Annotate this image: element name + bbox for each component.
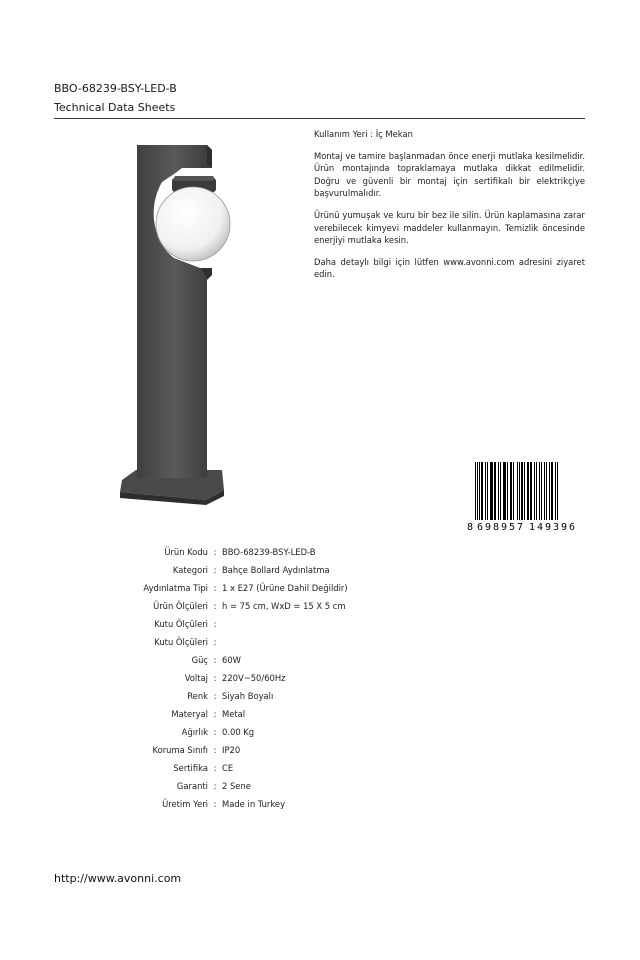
- spec-separator: :: [213, 799, 217, 809]
- spec-label: Renk: [187, 691, 208, 701]
- spec-separator: :: [213, 601, 217, 611]
- spec-row: [40, 633, 460, 651]
- spec-label: Ürün Ölçüleri: [153, 601, 208, 611]
- document-subtitle: Technical Data Sheets: [54, 101, 176, 114]
- spec-label: Kutu Ölçüleri: [154, 619, 208, 629]
- spec-value: CE: [222, 763, 234, 773]
- info-paragraph: Montaj ve tamire başlanmadan önce enerji mutlaka kesilmelidir. Ürün montajında topraklamaya mutlaka dikkat edilmelidir. Doğru ve güvenli bir montaj için sertifikalı bir elektrikçiye başvurulmalıdır.: [314, 150, 585, 199]
- spec-row: [40, 669, 460, 687]
- spec-value: BBO-68239-BSY-LED-B: [222, 547, 316, 557]
- barcode-group-right: 149396: [529, 522, 575, 532]
- spec-label: Ürün Kodu: [164, 547, 208, 557]
- barcode-bars: [475, 462, 558, 528]
- spec-row: [40, 687, 460, 705]
- info-text: [314, 128, 585, 290]
- spec-label: Koruma Sınıfı: [152, 745, 208, 755]
- spec-value: 1 x E27 (Ürüne Dahil Değildir): [222, 583, 348, 593]
- product-image: [112, 140, 242, 505]
- header-divider: [54, 118, 585, 119]
- spec-value: Bahçe Bollard Aydınlatma: [222, 565, 330, 575]
- spec-row: [40, 543, 460, 561]
- spec-value: 220V~50/60Hz: [222, 673, 286, 683]
- spec-value: 0.00 Kg: [222, 727, 255, 737]
- spec-value: Siyah Boyalı: [222, 691, 274, 701]
- spec-separator: :: [213, 781, 217, 791]
- spec-value: Metal: [222, 709, 246, 719]
- footer-url[interactable]: http://www.avonni.com: [54, 872, 182, 885]
- spec-value: IP20: [222, 745, 241, 755]
- spec-label: Üretim Yeri: [162, 799, 208, 809]
- spec-separator: :: [213, 637, 217, 647]
- spec-label: Sertifika: [173, 763, 208, 773]
- spec-label: Materyal: [171, 709, 208, 719]
- spec-label: Ağırlık: [181, 727, 208, 737]
- spec-label: Kutu Ölçüleri: [154, 637, 208, 647]
- spec-value: h = 75 cm, WxD = 15 X 5 cm: [222, 601, 346, 611]
- spec-label: Garanti: [176, 781, 208, 791]
- spec-row: [40, 795, 460, 813]
- info-paragraph: Daha detaylı bilgi için lütfen www.avonni.com adresini ziyaret edin.: [314, 256, 585, 280]
- spec-row: [40, 597, 460, 615]
- spec-row: [40, 561, 460, 579]
- spec-separator: :: [213, 583, 217, 593]
- spec-label: Güç: [191, 655, 208, 665]
- barcode-lead-digit: 8: [467, 522, 474, 532]
- spec-separator: :: [213, 565, 217, 575]
- spec-separator: :: [213, 673, 217, 683]
- spec-row: [40, 705, 460, 723]
- spec-row: [40, 579, 460, 597]
- spec-separator: :: [213, 709, 217, 719]
- spec-row: [40, 741, 460, 759]
- spec-label: Aydınlatma Tipi: [143, 583, 208, 593]
- spec-separator: :: [213, 763, 217, 773]
- spec-row: [40, 723, 460, 741]
- spec-label: Voltaj: [184, 673, 208, 683]
- spec-separator: :: [213, 691, 217, 701]
- barcode: [465, 462, 585, 532]
- spec-table: [40, 543, 460, 813]
- info-paragraph: Ürünü yumuşak ve kuru bir bez ile silin. Ürün kaplamasına zarar verebilecek kimyevi maddeler kullanmayın. Temizlik öncesinde enerjiyi mutlaka kesin.: [314, 209, 585, 246]
- spec-row: [40, 651, 460, 669]
- spec-value: Made in Turkey: [222, 799, 286, 809]
- spec-separator: :: [213, 727, 217, 737]
- spec-row: [40, 759, 460, 777]
- spec-row: [40, 777, 460, 795]
- spec-separator: :: [213, 619, 217, 629]
- usage-location: Kullanım Yeri : İç Mekan: [314, 129, 413, 139]
- spec-label: Kategori: [172, 565, 208, 575]
- spec-row: [40, 615, 460, 633]
- spec-separator: :: [213, 547, 217, 557]
- product-code-title: BBO-68239-BSY-LED-B: [54, 82, 177, 95]
- spec-value: 60W: [222, 655, 241, 665]
- spec-value: 2 Sene: [222, 781, 251, 791]
- barcode-group-left: 698957: [477, 522, 523, 532]
- spec-separator: :: [213, 655, 217, 665]
- spec-separator: :: [213, 745, 217, 755]
